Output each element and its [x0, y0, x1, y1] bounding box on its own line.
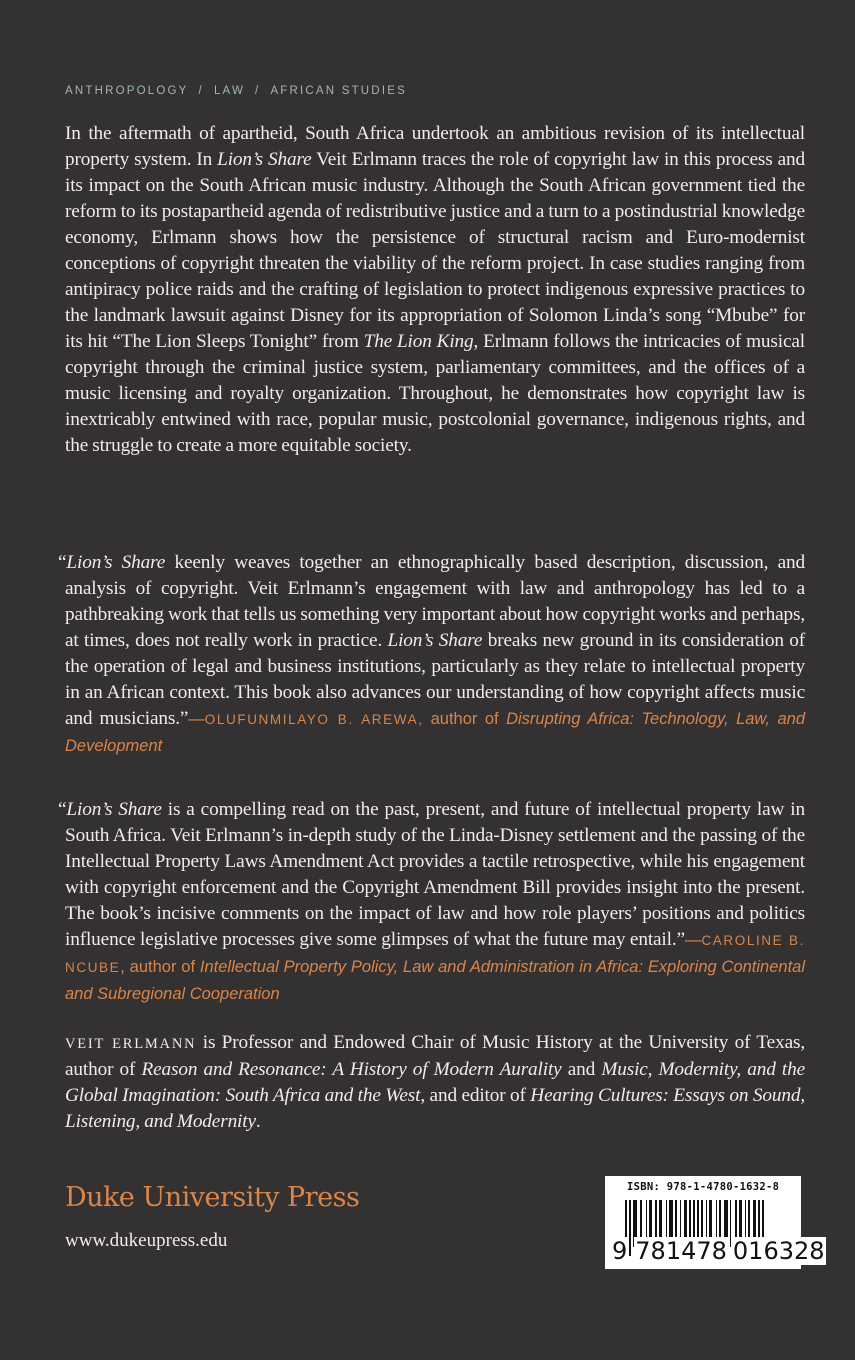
description-text: , Erlmann follows the intricacies of musical copyright through the criminal justice system, parliamentary committees, and the offices of a music licensing and royalty organization. Throughout, he demonstrates how copyright law is inextricably entwined with race, popular music, postcolonial governance, indigenous rights, and the struggle to create a more equitable society. — [65, 331, 805, 456]
attribution-dash: — — [188, 710, 205, 728]
isbn-label: ISBN: 978-1-4780-1632-8 — [627, 1181, 780, 1193]
isbn-barcode — [605, 1176, 825, 1269]
category-law: LAW — [213, 85, 246, 97]
category-separator: / — [255, 85, 261, 97]
open-quote: “ — [58, 799, 67, 820]
endorsement-quote-arewa — [58, 550, 806, 759]
book-title-italic: Lion’s Share — [66, 552, 166, 573]
subject-categories — [65, 85, 407, 97]
attribution-text: author of — [430, 710, 507, 728]
author-bio — [65, 1030, 805, 1135]
barcode-digits-right: 016328 — [732, 1237, 825, 1265]
endorser-book-title: Disrupting Africa: Technology, Law, and Development — [65, 710, 806, 755]
film-title-italic: The Lion King — [363, 331, 474, 352]
category-separator: / — [198, 85, 204, 97]
endorsement-quote-ncube — [58, 797, 806, 1007]
open-quote: “ — [58, 552, 67, 573]
publisher-name: Duke University Press — [65, 1182, 360, 1213]
quote-text: breaks new ground in its consideration of the operation of legal and business institutions, particularly as they relate to intellectual property in an African context. This book also advances our understanding of how copyright affects music and musicians.” — [65, 630, 805, 729]
author-book-title: Music, Modernity, and the Global Imagination: South Africa and the West — [65, 1059, 805, 1106]
attribution-text: , author of — [120, 958, 200, 976]
barcode-digits-left: 781478 — [635, 1237, 727, 1265]
description-text: Veit Erlmann traces the role of copyright law in this process and its impact on the South African music industry. Although the South African government tied the reform to its postapartheid agenda of redistributive justice and a turn to a postindustrial knowledge economy, Erlmann shows how the persistence of structural racism and Euro-modernist conceptions of copyright threaten the viability of the reform project. In case studies ranging from antipiracy police raids and the crafting of legislation to protect indigenous expressive practices to the landmark lawsuit against Disney for its appropriation of Solomon Linda’s song “Mbube” for its hit “The Lion Sleeps Tonight” from — [65, 149, 805, 352]
author-book-title: Reason and Resonance: A History of Modern Aurality — [141, 1059, 562, 1080]
book-title-italic: Lion’s Share — [387, 630, 483, 651]
bio-text: , and editor of — [420, 1085, 531, 1106]
endorser-name: CAROLINE B. NCUBE — [65, 933, 806, 975]
endorser-name: OLUFUNMILAYO B. AREWA, — [204, 712, 424, 727]
bio-text: . — [255, 1111, 261, 1132]
book-description — [65, 121, 805, 459]
barcode-digits — [611, 1237, 826, 1265]
book-title-italic: Lion’s Share — [217, 149, 312, 170]
author-book-title: Hearing Cultures: Essays on Sound, Listening, and Modernity — [65, 1085, 805, 1132]
category-african-studies: AFRICAN STUDIES — [270, 85, 407, 97]
barcode-digit-first: 9 — [612, 1237, 628, 1265]
description-text: In the aftermath of apartheid, South Africa undertook an ambitious revision of its intellectual property system. In — [65, 123, 805, 170]
quote-text: keenly weaves together an ethnographically based description, discussion, and analysis of copyright. Veit Erlmann’s engagement with law and anthropology has led to a pathbreaking work that tells us something very important about how copyright works and perhaps, at times, does not really work in practice. — [65, 552, 806, 651]
book-title-italic: Lion’s Share — [66, 799, 162, 820]
author-name: VEIT ERLMANN — [65, 1036, 197, 1052]
category-anthropology: ANTHROPOLOGY — [65, 85, 189, 97]
bio-text: and — [561, 1059, 602, 1080]
bio-text: is Professor and Endowed Chair of Music History at the University of Texas, author of — [65, 1032, 805, 1080]
quote-text: is a compelling read on the past, present, and future of intellectual property law in South Africa. Veit Erlmann’s in-depth study of the Linda-Disney settlement and the passing of the Intellectual Property Laws Amendment Act provides a tactile retrospective, while his engagement with copyright enforcement and the Copyright Amendment Bill provides insight into the present. The book’s incisive comments on the impact of law and how role players’ positions and politics influence legislative processes give some glimpses of what the future may entail.” — [65, 799, 805, 950]
attribution-dash: — — [684, 931, 702, 949]
endorser-book-title: Intellectual Property Policy, Law and Administration in Africa: Exploring Continental and Subregional Cooperation — [65, 958, 805, 1003]
publisher-url[interactable]: www.dukeupress.edu — [65, 1230, 228, 1251]
